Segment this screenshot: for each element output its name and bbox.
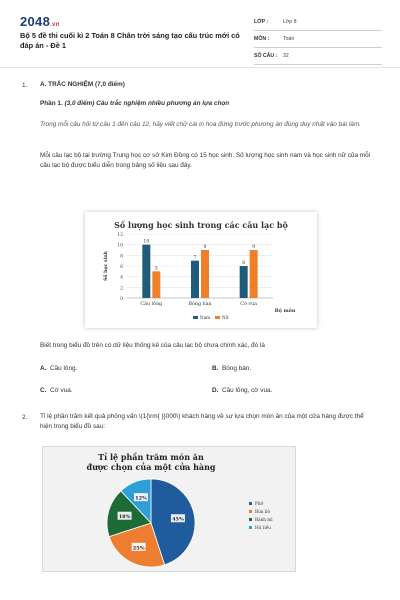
chart-title: Số lượng học sinh trong các câu lạc bộ <box>114 220 288 230</box>
pie-chart-svg <box>43 447 295 571</box>
bar-nam <box>240 266 248 298</box>
q2-number: 2. <box>22 414 28 421</box>
bar-nam <box>191 261 199 298</box>
bar-nữ <box>201 250 209 298</box>
bar-nữ <box>250 250 258 298</box>
chart-title-line-2: được chọn của một cửa hàng <box>86 462 216 472</box>
page-header <box>0 0 400 66</box>
meta-table <box>254 14 382 65</box>
legend-label: Nữ <box>222 315 229 320</box>
part-description: (3,0 điểm) Câu trắc nghiệm nhiều phương án lựa chọn <box>64 100 230 107</box>
document-title: Bộ 5 đề thi cuối kì 2 Toán 8 Chân trời sáng tạo cấu trúc mới có đáp án - Đề 1 <box>20 31 240 50</box>
y-tick-label: 2 <box>120 286 123 292</box>
q1-option-b[interactable]: B. Bóng bàn. <box>212 365 252 372</box>
q1-option-d[interactable]: D. Cầu lông, cờ vua. <box>212 387 273 394</box>
x-tick-label: Cờ vua <box>240 302 258 307</box>
data-label: 9 <box>252 245 256 250</box>
part1-heading <box>40 99 380 109</box>
data-label: 7 <box>193 255 197 261</box>
header-divider <box>0 67 400 68</box>
data-label: 10 <box>143 239 150 245</box>
y-tick-label: 12 <box>117 233 123 238</box>
bar-nam <box>142 245 150 298</box>
bar-nữ <box>152 271 160 298</box>
legend-swatch <box>193 316 198 319</box>
data-label: 9 <box>203 245 207 250</box>
meta-row-count <box>254 48 382 65</box>
y-tick-label: 4 <box>120 275 123 281</box>
meta-key: LỚP : <box>254 19 269 25</box>
x-axis-label: Bộ môn <box>274 308 296 314</box>
legend-label: Hủ tiếu <box>255 525 271 530</box>
legend-label: Bánh mì <box>255 517 273 522</box>
meta-value: Toán <box>283 36 295 42</box>
site-logo[interactable]: 2048.vn <box>20 14 60 29</box>
meta-value: Lớp 8 <box>283 19 297 25</box>
data-label: 45% <box>172 516 184 523</box>
q1-text: Biết trong biểu đồ trên có dữ liệu thống kê của câu lạc bộ chưa chính xác, đó là <box>40 342 265 349</box>
part1-instruction: Trong mỗi câu hỏi từ câu 1 đến câu 12, hãy viết chữ cái in hoa đứng trước phương án đúng duy nhất vào bài làm. <box>40 121 361 128</box>
pie-chart <box>42 446 296 572</box>
y-tick-label: 6 <box>120 265 123 270</box>
part-label: Phần 1. <box>40 100 63 107</box>
q1-option-a[interactable]: A. Cầu lông. <box>40 365 78 372</box>
meta-key: MÔN : <box>254 36 270 42</box>
legend-label: Nam <box>200 315 211 320</box>
part1-intro: Mỗi câu lạc bộ tại trường Trung học cơ sở Kim Đồng có 15 học sinh. Số lượng học sinh nam và học sinh nữ của mỗi câu lạc bộ được biểu diễn trong bảng số liệu sau đây. <box>40 152 371 169</box>
section-number: 1. <box>22 82 28 89</box>
data-label: 25% <box>132 545 145 552</box>
data-label: 12% <box>135 495 147 502</box>
data-label: 6 <box>242 261 246 266</box>
bar-chart <box>85 212 317 328</box>
x-tick-label: Cầu lông <box>140 302 163 307</box>
legend-swatch <box>249 526 252 529</box>
q2-text: Tỉ lệ phần trăm kết quả phỏng vấn \(1{\rm{ }}000\) khách hàng về sự lựa chọn món ăn của một cửa hàng được thể hiện trong biểu đồ sau: <box>40 413 364 430</box>
legend-swatch <box>249 518 252 521</box>
q1-option-c[interactable]: C. Cờ vua. <box>40 387 73 394</box>
data-label: 18% <box>118 514 131 521</box>
legend-label: Bún bò <box>255 509 271 514</box>
legend-swatch <box>215 316 220 319</box>
meta-key: SỐ CÂU : <box>254 53 278 59</box>
meta-value: 32 <box>283 53 289 59</box>
section-title: A. TRẮC NGHIỆM (7,0 điểm) <box>40 81 125 88</box>
meta-row-class <box>254 14 382 31</box>
data-label: 5 <box>154 266 158 272</box>
y-tick-label: 10 <box>117 243 123 249</box>
y-tick-label: 8 <box>120 254 123 260</box>
chart-title: Tỉ lệ phần trăm món ăn <box>98 452 204 462</box>
y-tick-label: 0 <box>120 297 123 302</box>
legend-label: Phở <box>255 501 264 506</box>
x-tick-label: Bóng bàn <box>188 302 212 307</box>
bar-chart-svg <box>85 212 317 328</box>
meta-row-subject <box>254 31 382 48</box>
legend-swatch <box>249 502 252 505</box>
y-axis-label: Số học sinh <box>104 251 109 281</box>
legend-swatch <box>249 510 252 513</box>
